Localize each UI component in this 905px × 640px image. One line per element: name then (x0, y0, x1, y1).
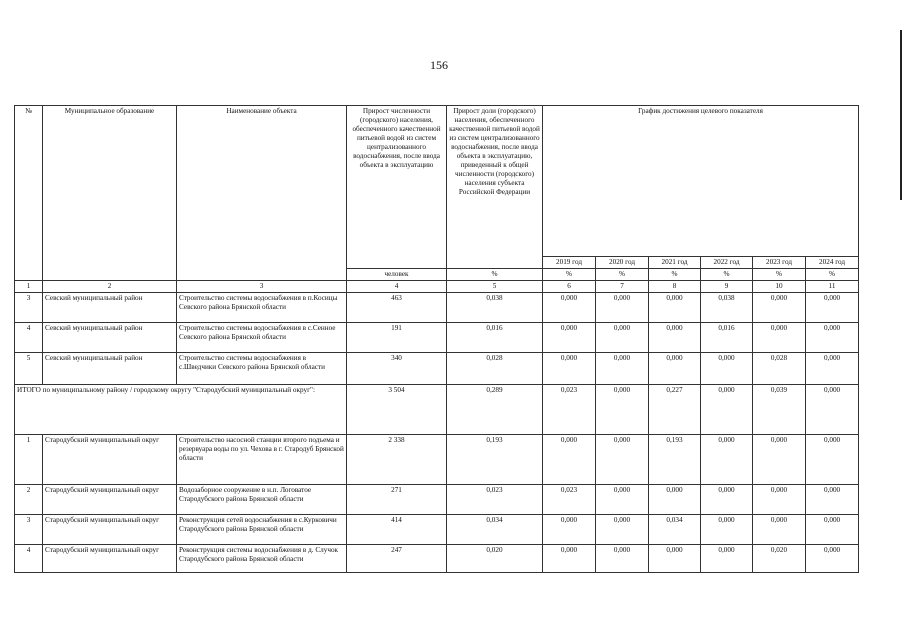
row-share: 0,028 (447, 353, 543, 385)
unit-pct: % (806, 269, 859, 281)
row-pop: 414 (347, 515, 447, 545)
row-municipality: Стародубский муниципальный округ (43, 485, 177, 515)
header-object: Наименование объекта (177, 106, 347, 281)
row-year-value: 0,000 (543, 545, 596, 573)
row-year-value: 0,000 (649, 323, 701, 353)
header-share-growth: Прирост доли (городского) населения, обеспеченного качественной питьевой водой из систем централизованного водоснабжения, после ввода объекта в эксплуатацию, приведенный к общей численности (городского) населения субъекта Российской Федерации (447, 106, 543, 269)
col-number: 9 (701, 281, 753, 293)
col-number: 11 (806, 281, 859, 293)
unit-pct: % (543, 269, 596, 281)
unit-pct: % (596, 269, 649, 281)
table-row (15, 545, 859, 573)
col-number: 1 (15, 281, 43, 293)
row-object: Реконструкция сетей водоснабжения в с.Курковичи Стародубского района Брянской области (177, 515, 347, 545)
row-year-value: 0,000 (753, 515, 806, 545)
row-year-value: 0,016 (701, 323, 753, 353)
row-share: 0,038 (447, 293, 543, 323)
row-municipality: Севский муниципальный район (43, 293, 177, 323)
row-num: 4 (15, 323, 43, 353)
row-year-value: 0,193 (649, 435, 701, 485)
row-year-value: 0,020 (753, 545, 806, 573)
col-number: 2 (43, 281, 177, 293)
col-number: 4 (347, 281, 447, 293)
total-year-value: 0,023 (543, 385, 596, 435)
row-year-value: 0,000 (753, 485, 806, 515)
row-year-value: 0,000 (596, 353, 649, 385)
row-year-value: 0,000 (649, 353, 701, 385)
row-pop: 2 338 (347, 435, 447, 485)
row-year-value: 0,000 (753, 293, 806, 323)
row-pop: 463 (347, 293, 447, 323)
row-year-value: 0,000 (543, 353, 596, 385)
unit-people: человек (347, 269, 447, 281)
header-pop-growth: Прирост численности (городского) населения, обеспеченного качественной питьевой водой из систем централизованного водоснабжения, после ввода объекта в эксплуатацию (347, 106, 447, 269)
header-row (15, 106, 859, 257)
row-year-value: 0,000 (596, 293, 649, 323)
row-share: 0,016 (447, 323, 543, 353)
page-number: 156 (430, 58, 448, 72)
header-num: № (15, 106, 43, 281)
total-year-value: 0,000 (596, 385, 649, 435)
table-row (15, 485, 859, 515)
total-pop: 3 504 (347, 385, 447, 435)
row-municipality: Стародубский муниципальный округ (43, 435, 177, 485)
row-share: 0,193 (447, 435, 543, 485)
row-year-value: 0,000 (596, 515, 649, 545)
col-number: 7 (596, 281, 649, 293)
unit-pct: % (701, 269, 753, 281)
row-year-value: 0,000 (806, 293, 859, 323)
row-share: 0,034 (447, 515, 543, 545)
unit-pct: % (649, 269, 701, 281)
row-year-value: 0,000 (701, 545, 753, 573)
total-year-value: 0,039 (753, 385, 806, 435)
target-indicator-table (14, 105, 859, 573)
table-row (15, 435, 859, 485)
row-year-value: 0,000 (543, 515, 596, 545)
table-row (15, 353, 859, 385)
row-year-value: 0,000 (649, 485, 701, 515)
row-year-value: 0,000 (753, 435, 806, 485)
header-year: 2023 год (753, 257, 806, 269)
row-year-value: 0,000 (806, 515, 859, 545)
table-row (15, 323, 859, 353)
row-year-value: 0,000 (543, 435, 596, 485)
col-number: 3 (177, 281, 347, 293)
header-municipality: Муниципальное образование (43, 106, 177, 281)
row-year-value: 0,000 (543, 293, 596, 323)
row-year-value: 0,000 (806, 485, 859, 515)
row-object: Реконструкция системы водоснабжения в д. Случок Стародубского района Брянской области (177, 545, 347, 573)
row-year-value: 0,034 (649, 515, 701, 545)
col-number: 6 (543, 281, 596, 293)
table-row (15, 515, 859, 545)
row-year-value: 0,000 (806, 323, 859, 353)
header-year: 2022 год (701, 257, 753, 269)
row-year-value: 0,000 (596, 545, 649, 573)
col-number: 10 (753, 281, 806, 293)
column-numbers-row (15, 281, 859, 293)
row-year-value: 0,000 (701, 353, 753, 385)
row-year-value: 0,000 (649, 293, 701, 323)
row-share: 0,023 (447, 485, 543, 515)
row-num: 5 (15, 353, 43, 385)
row-object: Строительство насосной станции второго подъема и резервуара воды по ул. Чехова в г. Стародуб Брянской области (177, 435, 347, 485)
row-year-value: 0,000 (596, 435, 649, 485)
total-share: 0,289 (447, 385, 543, 435)
row-pop: 271 (347, 485, 447, 515)
total-year-value: 0,000 (701, 385, 753, 435)
col-number: 8 (649, 281, 701, 293)
total-year-value: 0,000 (806, 385, 859, 435)
row-pop: 191 (347, 323, 447, 353)
row-num: 1 (15, 435, 43, 485)
row-num: 4 (15, 545, 43, 573)
unit-pct: % (447, 269, 543, 281)
table-row (15, 293, 859, 323)
row-year-value: 0,000 (806, 545, 859, 573)
row-year-value: 0,000 (543, 323, 596, 353)
row-object: Строительство системы водоснабжения в п.Косицы Севского района Брянской области (177, 293, 347, 323)
header-schedule: График достижения целевого показателя (543, 106, 859, 257)
total-row (15, 385, 859, 435)
header-year: 2024 год (806, 257, 859, 269)
row-num: 3 (15, 515, 43, 545)
row-year-value: 0,000 (753, 323, 806, 353)
row-year-value: 0,000 (806, 435, 859, 485)
row-year-value: 0,000 (701, 515, 753, 545)
total-year-value: 0,227 (649, 385, 701, 435)
row-year-value: 0,023 (543, 485, 596, 515)
row-municipality: Стародубский муниципальный округ (43, 515, 177, 545)
row-year-value: 0,038 (701, 293, 753, 323)
header-year: 2021 год (649, 257, 701, 269)
row-municipality: Севский муниципальный район (43, 323, 177, 353)
row-year-value: 0,028 (753, 353, 806, 385)
scan-edge-mark (900, 30, 902, 200)
row-object: Строительство системы водоснабжения в с.Сенное Севского района Брянской области (177, 323, 347, 353)
row-year-value: 0,000 (596, 323, 649, 353)
row-num: 3 (15, 293, 43, 323)
row-pop: 340 (347, 353, 447, 385)
row-year-value: 0,000 (806, 353, 859, 385)
row-municipality: Севский муниципальный район (43, 353, 177, 385)
row-municipality: Стародубский муниципальный округ (43, 545, 177, 573)
row-share: 0,020 (447, 545, 543, 573)
row-pop: 247 (347, 545, 447, 573)
row-year-value: 0,000 (649, 545, 701, 573)
unit-pct: % (753, 269, 806, 281)
header-year: 2020 год (596, 257, 649, 269)
row-year-value: 0,000 (701, 435, 753, 485)
row-year-value: 0,000 (701, 485, 753, 515)
header-year: 2019 год (543, 257, 596, 269)
row-num: 2 (15, 485, 43, 515)
total-label: ИТОГО по муниципальному району / городскому округу "Стародубский муниципальный округ": (15, 385, 347, 435)
row-object: Строительство системы водоснабжения в с.Шведчики Севского района Брянской области (177, 353, 347, 385)
row-year-value: 0,000 (596, 485, 649, 515)
row-object: Водозаборное сооружение в н.п. Логоватое Стародубского района Брянской области (177, 485, 347, 515)
col-number: 5 (447, 281, 543, 293)
